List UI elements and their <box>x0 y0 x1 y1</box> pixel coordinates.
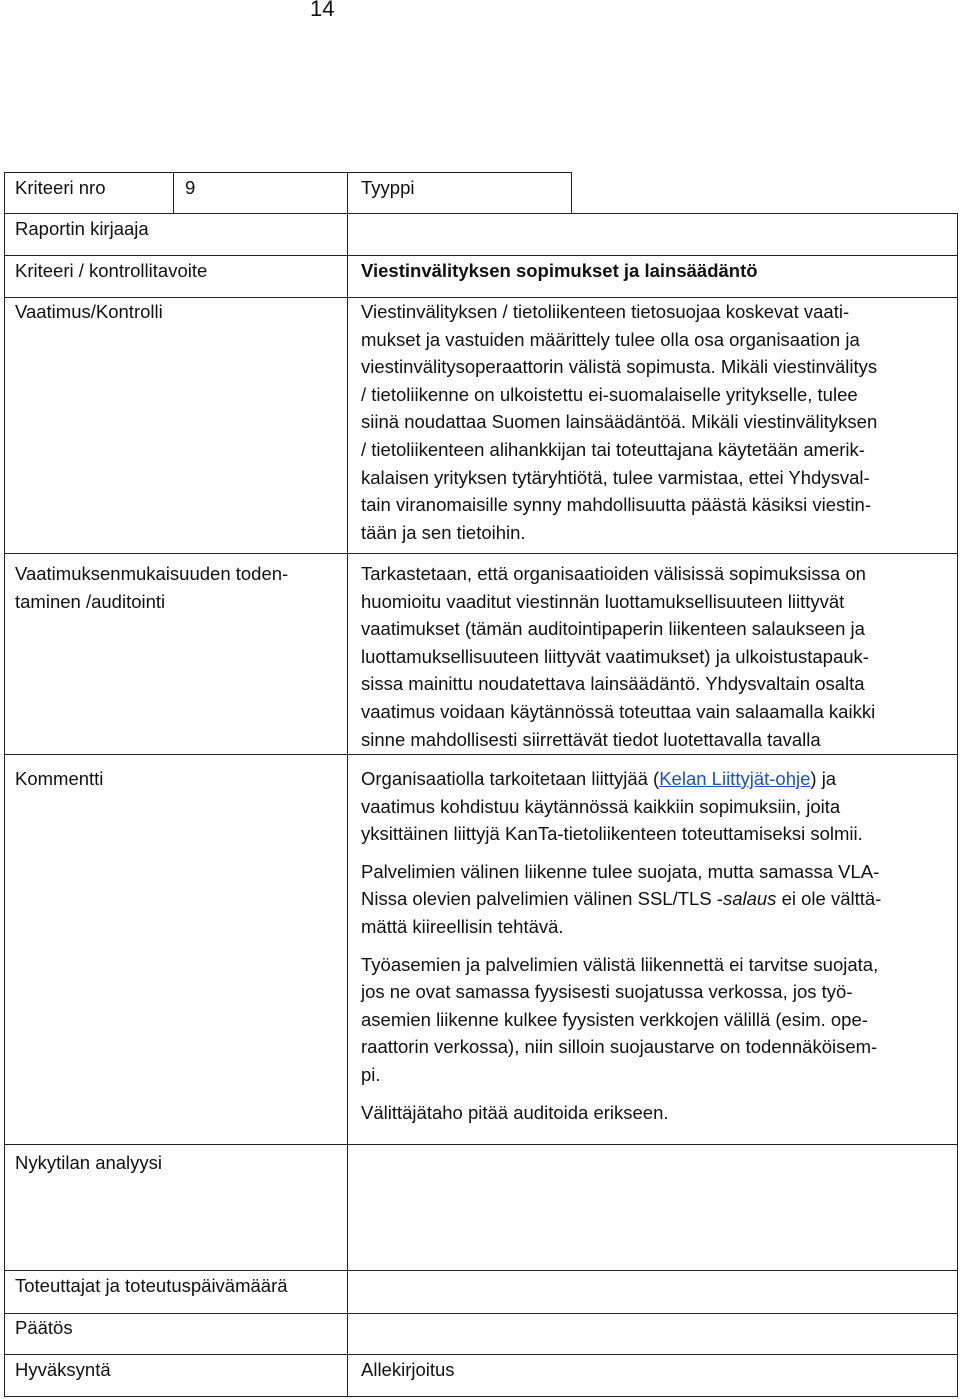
emphasis-text: salaus <box>722 888 777 910</box>
text-line: huomioitu vaaditut viestinnän luottamuksellisuuteen liittyvät <box>361 590 845 612</box>
text-line: viestinvälitysoperaattorin välistä sopimusta. Mikäli viestinvälitys <box>361 356 878 378</box>
text-line: sinne mahdollisesti siirrettävät tiedot luotettavalla tavalla <box>361 728 821 750</box>
text-line: yksittäinen liittyjä KanTa-tietoliikenteen toteuttamiseksi solmii. <box>361 823 863 845</box>
text-line: / tietoliikenteen alihankkijan tai toteuttajana käytetään amerik- <box>361 438 865 460</box>
text-line: sissa mainittu noudatettava lainsäädäntö. Yhdysvaltain osalta <box>361 673 865 695</box>
text-span: ) ja <box>810 768 837 789</box>
text-line: kalaisen yrityksen tytäryhtiötä, tulee varmistaa, ettei Yhdysval- <box>361 466 870 488</box>
text-line: Välittäjätaho pitää auditoida erikseen. <box>361 1101 669 1123</box>
label-line: taminen /auditointi <box>15 590 166 612</box>
text-span: Organisaatiolla tarkoitetaan liittyjää ( <box>361 768 660 789</box>
verification-text <box>361 560 946 753</box>
text-line: tain viranomaisille synny mahdollisuutta päästä käsiksi viestin- <box>361 494 872 516</box>
text-line: vaatimus voidaan käytännössä toteuttaa vain salaamalla kaikki <box>361 700 876 722</box>
text-line: mukset ja vastuiden määrittely tulee olla osa organisaation ja <box>361 328 860 350</box>
comment-label: Kommentti <box>15 768 104 789</box>
label-line: Vaatimuksenmukaisuuden toden- <box>15 563 289 584</box>
text-line: Palvelimien välinen liikenne tulee suojata, mutta samassa VLA- <box>361 860 880 882</box>
text-line: vaatimukset (tämän auditointipaperin liikenteen salaukseen ja <box>361 618 865 640</box>
signature-label: Allekirjoitus <box>361 1359 455 1380</box>
text-line: asemien liikenne kulkee fyysisten verkkojen välillä (esim. ope- <box>361 1008 868 1030</box>
text-line: Viestinvälityksen / tietoliikenteen tietosuojaa koskevat vaati- <box>361 301 850 322</box>
text-line: Tarkastetaan, että organisaatioiden välisissä sopimuksissa on <box>361 563 866 584</box>
criteria-form-table <box>4 172 958 1397</box>
text-line: tään ja sen tietoihin. <box>361 521 526 543</box>
type-label: Tyyppi <box>361 177 415 198</box>
text-line: luottamuksellisuuteen liittyvät vaatimukset) ja ulkoistustapauk- <box>361 645 869 667</box>
kela-guide-link[interactable]: Kelan Liittyjät-ohje <box>659 768 811 789</box>
text-line: Työasemien ja palvelimien välistä liikennettä ei tarvitse suojata, <box>361 953 879 975</box>
current-state-analysis-label: Nykytilan analyysi <box>15 1152 163 1173</box>
decision-label: Päätös <box>15 1317 73 1338</box>
page-number: 14 <box>310 0 335 21</box>
comment-paragraph-2 <box>361 858 946 941</box>
comment-paragraph-3 <box>361 951 946 1089</box>
text-span: Nissa olevien palvelimien välinen SSL/TLS - <box>361 888 723 910</box>
comment-paragraph-4 <box>361 1099 946 1127</box>
text-line: pi. <box>361 1063 381 1085</box>
report-recorder-label: Raportin kirjaaja <box>15 218 149 239</box>
text-line: raattorin verkossa), niin silloin suojaustarve on todennäköisem- <box>361 1036 878 1058</box>
text-span: ei ole välttä- <box>776 888 882 910</box>
criterion-number-label: Kriteeri nro <box>15 177 106 198</box>
text-line <box>361 765 946 793</box>
approval-label: Hyväksyntä <box>15 1359 111 1380</box>
implementers-date-label: Toteuttajat ja toteutuspäivämäärä <box>15 1275 288 1296</box>
requirement-text <box>361 298 946 546</box>
criterion-number-value: 9 <box>185 177 196 198</box>
criterion-objective-value: Viestinvälityksen sopimukset ja lainsäädäntö <box>361 260 758 281</box>
verification-label <box>15 560 335 615</box>
text-line: mättä kiireellisin tehtävä. <box>361 915 564 937</box>
text-line: vaatimus kohdistuu käytännössä kaikkiin sopimuksiin, joita <box>361 795 841 817</box>
comment-text <box>361 765 946 1136</box>
criterion-objective-label: Kriteeri / kontrollitavoite <box>15 260 208 281</box>
requirement-label: Vaatimus/Kontrolli <box>15 301 163 322</box>
text-line: jos ne ovat samassa fyysisesti suojatussa verkossa, jos työ- <box>361 981 853 1003</box>
comment-paragraph-1 <box>361 765 946 848</box>
text-line: siinä noudattaa Suomen lainsäädäntöä. Mikäli viestinvälityksen <box>361 411 878 433</box>
text-line: / tietoliikenne on ulkoistettu ei-suomalaiselle yritykselle, tulee <box>361 383 858 405</box>
text-line <box>361 885 946 913</box>
